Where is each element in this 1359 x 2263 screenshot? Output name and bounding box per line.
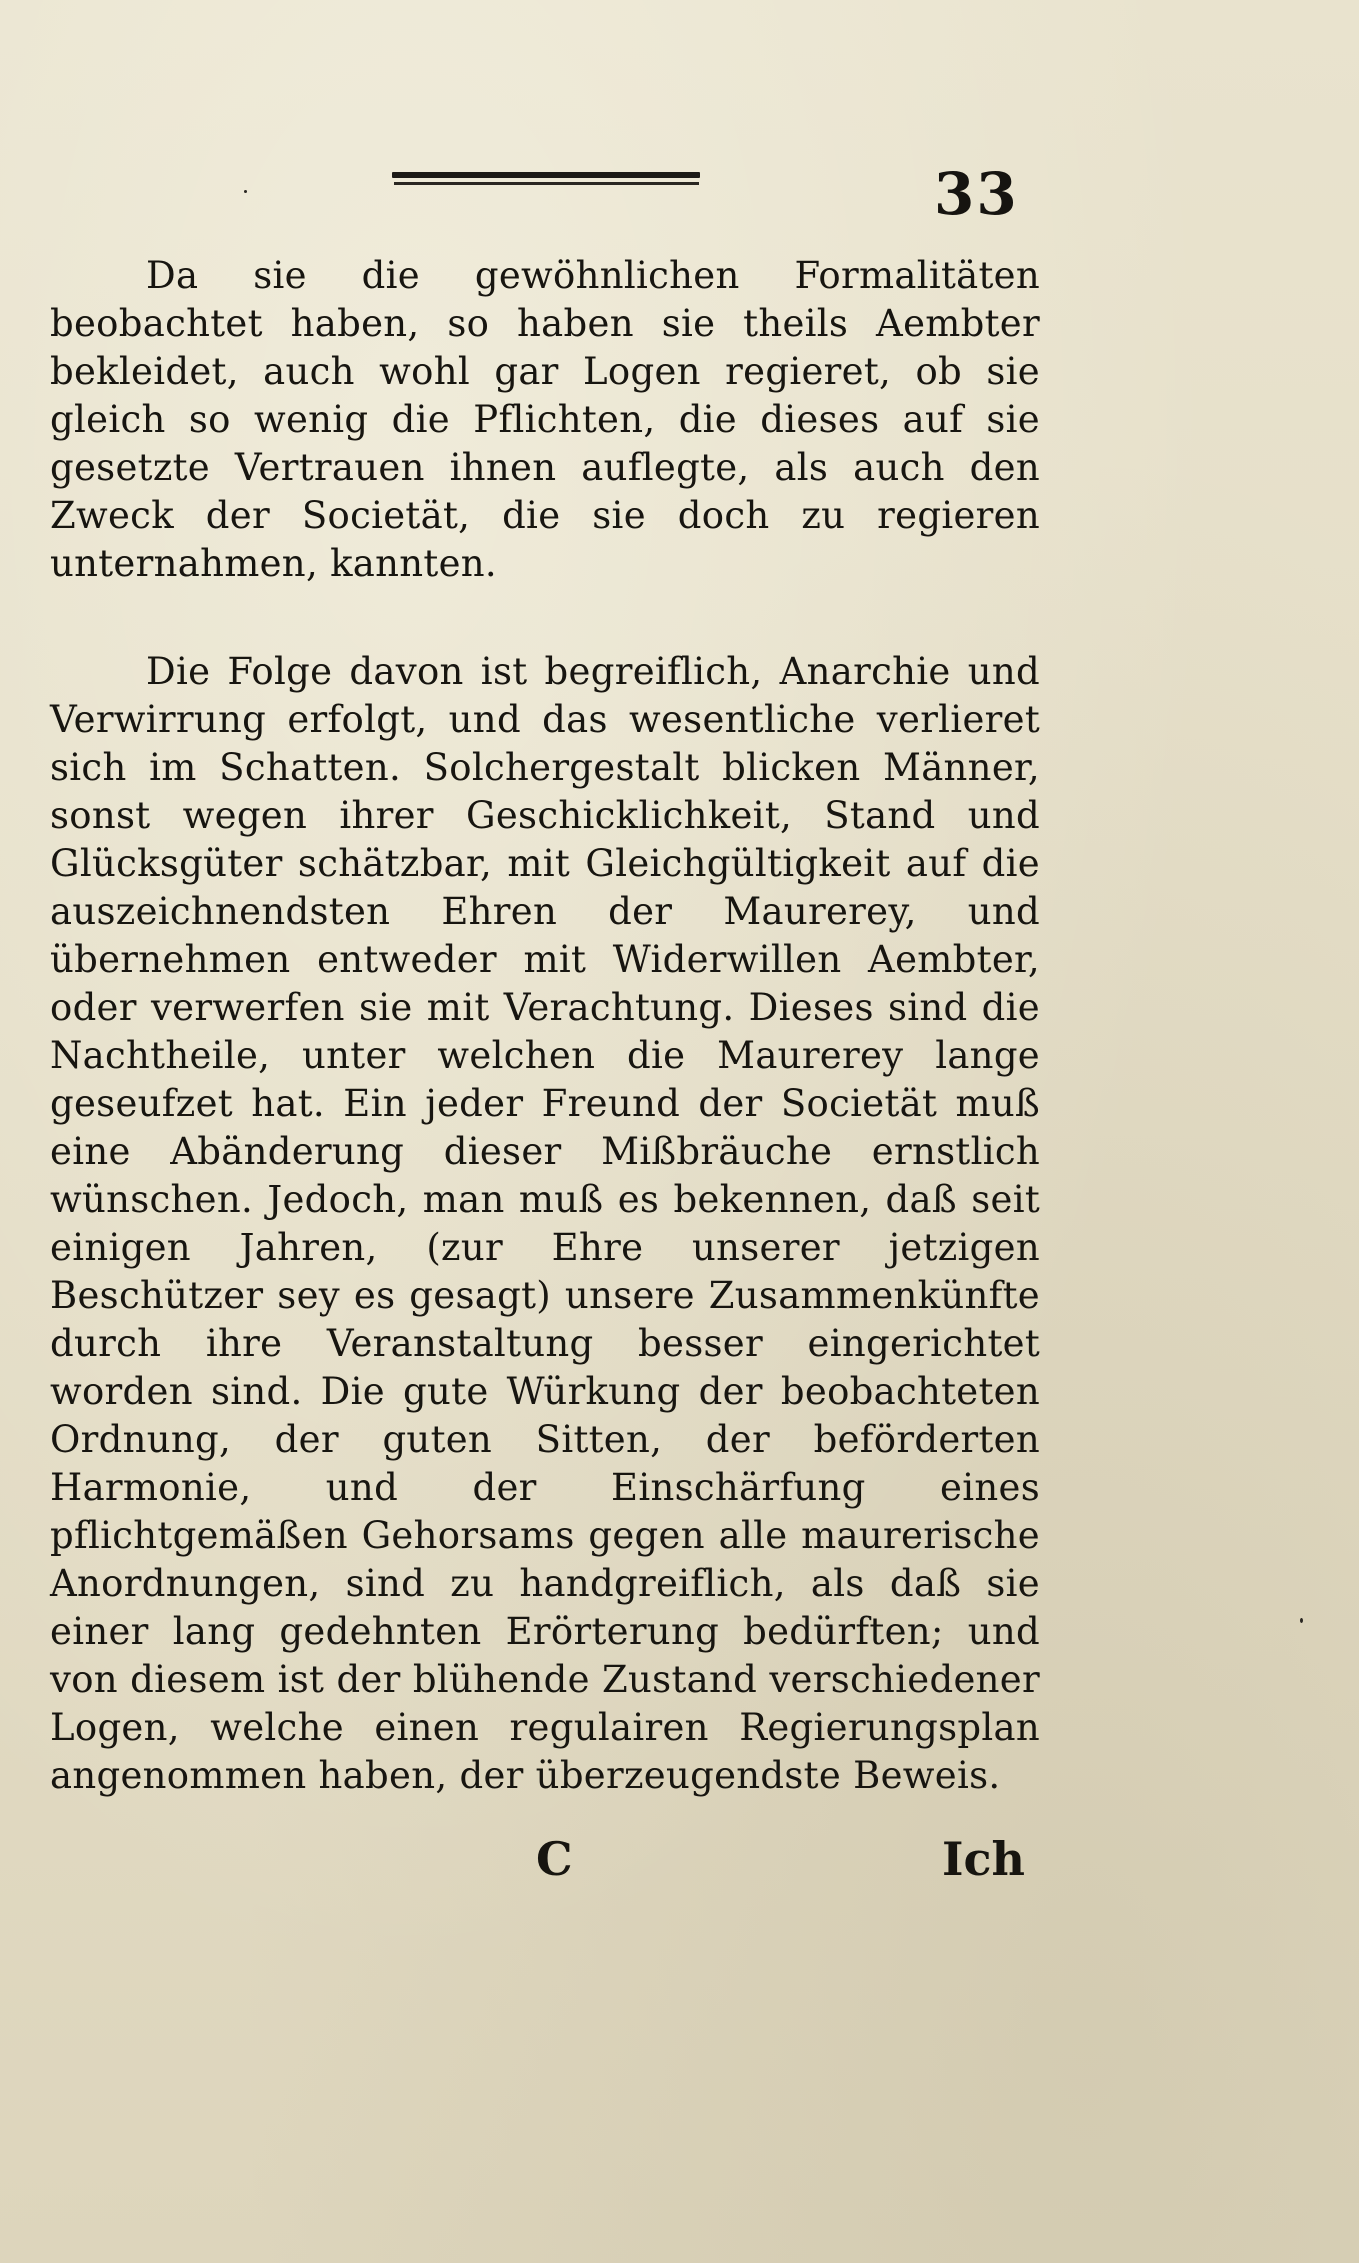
page-number: 33 xyxy=(934,160,1019,228)
ink-speck xyxy=(244,190,247,193)
signature-mark: C xyxy=(536,1832,573,1886)
catchword: Ich xyxy=(942,1832,1025,1886)
header-rule-thick-line xyxy=(392,172,700,178)
header-rule-thin-line xyxy=(394,182,699,185)
paragraph-2: Die Folge davon ist begreiflich, Anarchie und Verwirrung erfolgt, und das wesentliche verlieret sich im Schatten. Solchergestalt blicken Männer, sonst wegen ihrer Geschicklichkeit, Stand und Glücksgüter schätzbar, mit Gleichgültigkeit auf die auszeichnendsten Ehren der Maurerey, und übernehmen entweder mit Widerwillen Aembter, oder verwerfen sie mit Verachtung. Dieses sind die Nachtheile, unter welchen die Maurerey lange geseufzet hat. Ein jeder Freund der Societät muß eine Abänderung dieser Mißbräuche ernstlich wünschen. Jedoch, man muß es bekennen, daß seit einigen Jahren, (zur Ehre unserer jetzigen Beschützer sey es gesagt) unsere Zusammenkünfte durch ihre Veranstaltung besser eingerichtet worden sind. Die gute Würkung der beobachteten Ordnung, der guten Sitten, der beförderten Harmonie, und der Einschärfung eines pflichtgemäßen Gehorsams gegen alle maurerische Anordnungen, sind zu handgreiflich, als daß sie einer lang gedehnten Erörterung bedürften; und von diesem ist der blühende Zustand verschiedener Logen, welche einen regulairen Regierungsplan angenommen haben, der überzeugendste Beweis. xyxy=(50,650,1040,1797)
ink-speck xyxy=(1300,1618,1303,1623)
body-text xyxy=(50,252,1040,1800)
paragraph-1: Da sie die gewöhnlichen Formalitäten beobachtet haben, so haben sie theils Aembter bekleidet, auch wohl gar Logen regieret, ob sie gleich so wenig die Pflichten, die dieses auf sie gesetzte Vertrauen ihnen auflegte, als auch den Zweck der Societät, die sie doch zu regieren unternahmen, kannten. xyxy=(50,254,1040,585)
header-rule xyxy=(392,172,700,188)
